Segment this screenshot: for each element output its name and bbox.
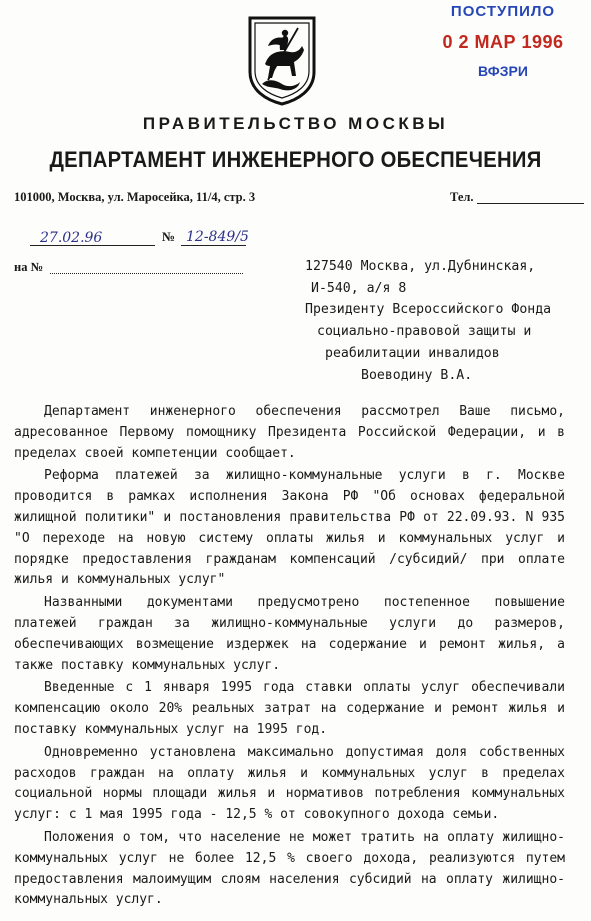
outgoing-number: 12-849/5	[186, 229, 249, 245]
outgoing-date: 27.02.96	[40, 230, 103, 246]
reference-number-line	[50, 273, 243, 274]
stamp-org: ВФЗРИ	[478, 63, 528, 79]
recipient-address-block	[305, 256, 590, 386]
government-title: ПРАВИТЕЛЬСТВО МОСКВЫ	[142, 114, 449, 133]
recipient-line: Президенту Всероссийского Фонда	[305, 302, 552, 318]
moscow-coat-of-arms-icon	[246, 14, 318, 106]
telephone-label: Тел.	[450, 190, 474, 204]
stamp-date: 0 2 МАР 1996	[442, 32, 564, 52]
recipient-line: 127540 Москва, ул.Дубнинская,	[305, 259, 536, 274]
telephone-blank-line	[477, 203, 584, 204]
outgoing-date-line	[30, 245, 155, 246]
recipient-line: социально-правовой защиты и	[317, 324, 532, 340]
department-address: 101000, Москва, ул. Маросейка, 11/4, стр. 3	[14, 190, 256, 204]
recipient-line: Воеводину В.А.	[361, 367, 473, 383]
outgoing-number-line	[181, 245, 246, 246]
reference-number-label: на №	[14, 260, 44, 274]
body-paragraph: Положения о том, что население не может тратить на оплату жилищно-коммунальных услуг не более 12,5 % своего дохода, реализуются путем предоставления малоимущим слоям населения субсидий на оплату жилищно-коммунальных услуг.	[14, 829, 565, 908]
received-stamp	[428, 4, 578, 78]
letter-body	[14, 402, 565, 913]
recipient-line: реабилитации инвалидов	[325, 345, 500, 361]
body-paragraph: Названными документами предусмотрено постепенное повышение платежей граждан за жилищно-коммунальные услуги до размеров, обеспечивающих возмещение издержек на содержание и ремонт жилья, а также поставку коммунальных услуг.	[14, 595, 565, 673]
recipient-line: И-540, а/я 8	[311, 280, 407, 296]
department-title: ДЕПАРТАМЕНТ ИНЖЕНЕРНОГО ОБЕСПЕЧЕНИЯ	[49, 147, 542, 172]
body-paragraph: Департамент инженерного обеспечения рассмотрел Ваше письмо, адресованное Первому помощнику Президента Российской Федерации, и в пределах своей компетенции сообщает.	[14, 404, 565, 461]
body-paragraph: Реформа платежей за жилищно-коммунальные услуги в г. Москве проводится в рамках исполнения Закона РФ "Об основах федеральной жилищной политики" и постановления правительства РФ от 22.09.93. N 935 "О переходе на новую систему оплаты жилья и коммунальных услуг и порядке предоставления гражданам компенсаций /субсидий/ при оплате жилья и коммунальных услуг"	[14, 468, 565, 588]
stamp-received-label: ПОСТУПИЛО	[450, 3, 556, 20]
outgoing-number-label: №	[162, 229, 176, 244]
body-paragraph: Одновременно установлена максимально допустимая доля собственных расходов граждан на оплату жилья и коммунальных услуг в пределах социальной нормы площади жилья и нормативов потребления коммунальных услуг: с 1 мая 1995 года - 12,5 % от совокупного дохода семьи.	[14, 744, 565, 823]
body-paragraph: Введенные с 1 января 1995 года ставки оплаты услуг обеспечивали компенсацию около 20% реальных затрат на содержание и ремонт жилья и поставку коммунальных услуг на 1995 год.	[14, 680, 565, 737]
